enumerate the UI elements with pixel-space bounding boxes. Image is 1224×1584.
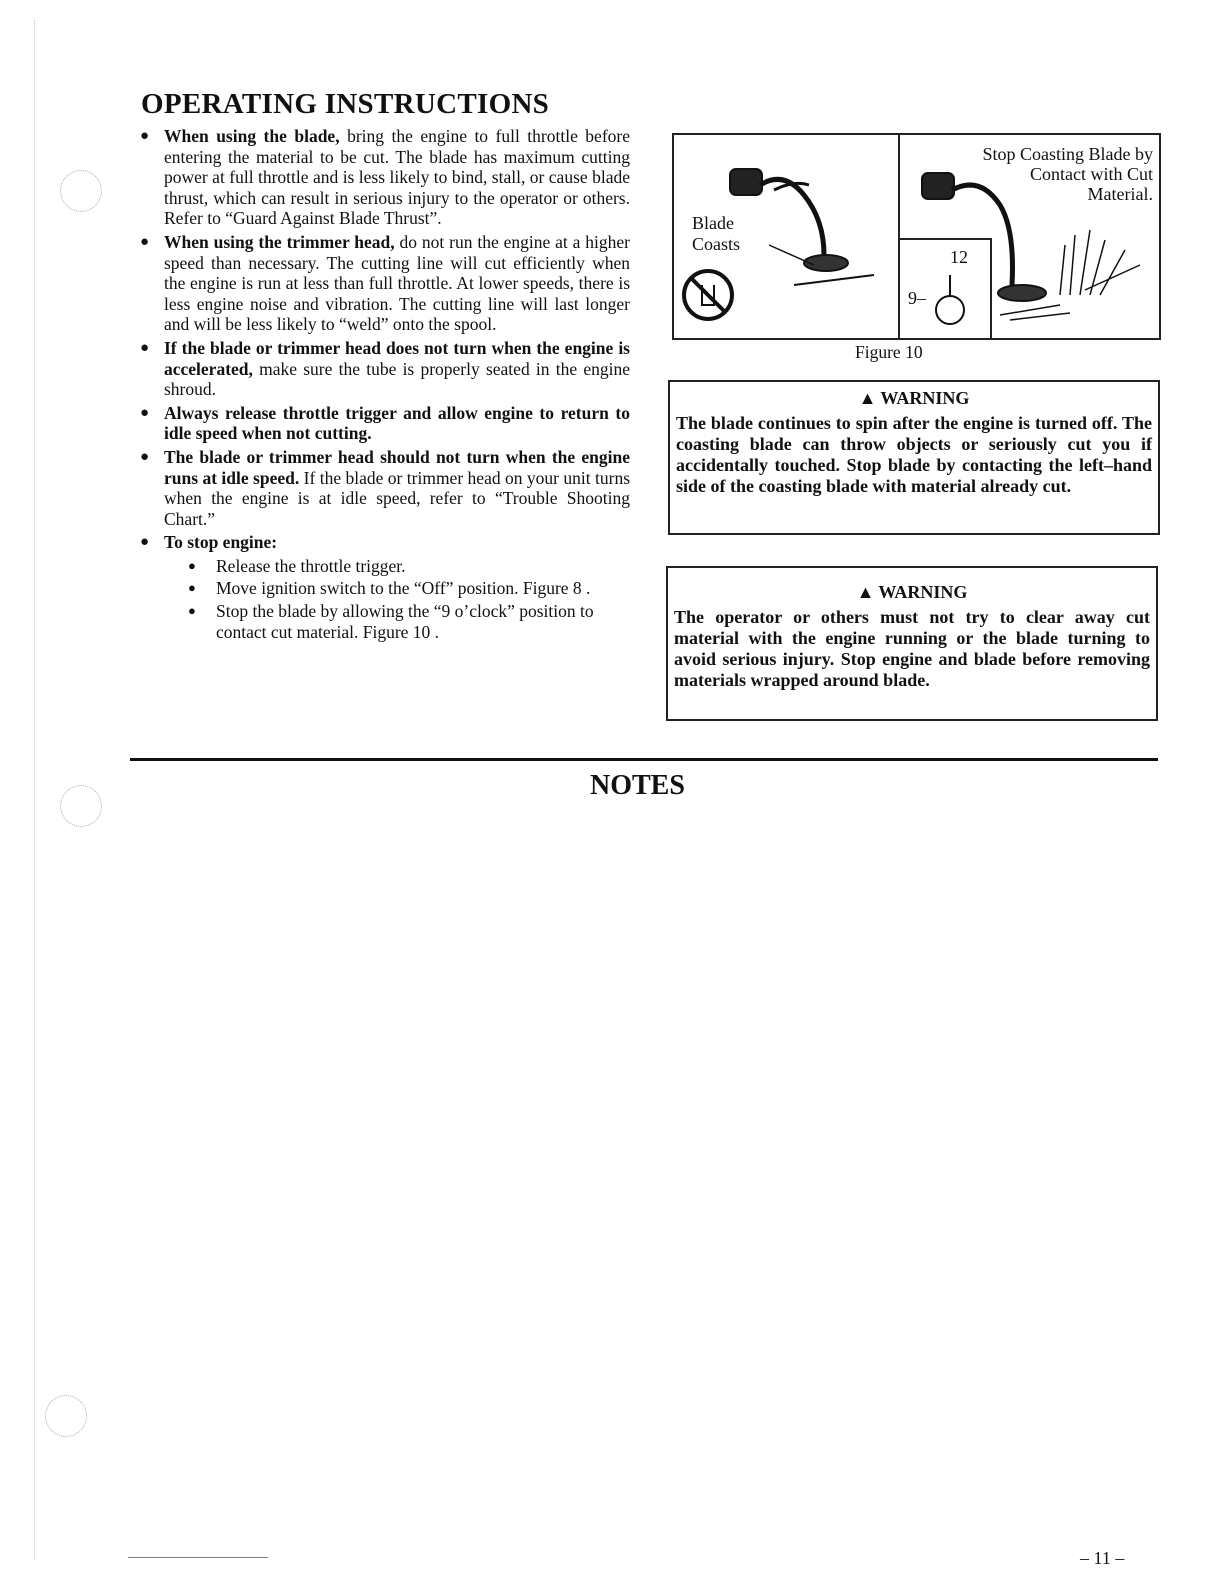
list-item	[138, 232, 630, 335]
footer-line	[128, 1557, 268, 1558]
sub-list-item	[138, 601, 630, 642]
list-item	[138, 447, 630, 529]
figure-10	[672, 133, 1161, 340]
blade-head-icon	[998, 285, 1046, 301]
warning-header	[670, 388, 1158, 409]
notes-title: NOTES	[590, 770, 685, 801]
list-item	[138, 338, 630, 400]
section-divider	[130, 758, 1158, 761]
bullet-icon: ●	[140, 534, 150, 551]
engine-icon	[922, 173, 954, 199]
bullet-icon: ●	[188, 603, 196, 619]
item-lead: The blade or trimmer head should not turn when the engine runs at idle speed.	[164, 446, 630, 488]
clock-12-label: 12	[950, 247, 968, 267]
bullet-icon: ●	[140, 404, 150, 421]
sub-list-item	[138, 578, 630, 599]
item-text: If the blade or trimmer head on your unit turns when the engine is at idle speed, refer to “Trouble Shooting Chart.”	[164, 467, 631, 529]
blade-coasts-arrow	[769, 245, 814, 265]
item-text: make sure the tube is properly seated in the engine shroud.	[164, 358, 630, 400]
scan-edge-line	[34, 20, 35, 1560]
bullet-icon: ●	[140, 339, 150, 356]
punch-hole-middle	[60, 785, 102, 827]
bullet-icon: ●	[140, 233, 150, 250]
item-text: bring the engine to full throttle before entering the material to be cut. The blade has maximum cutting power at full throttle and is less likely to bind, stall, or cause blade thrust, which can result in serious injury to the operator or others. Refer to “Guard Against Blade Thrust”.	[164, 126, 630, 229]
item-lead: To stop engine:	[164, 532, 278, 553]
sub-list-item	[138, 556, 630, 577]
bullet-icon: ●	[188, 580, 196, 596]
sub-item-text: Stop the blade by allowing the “9 o’clock” position to contact cut material. Figure 10 .	[216, 601, 594, 642]
instructions-list	[138, 126, 630, 642]
warning-triangle-icon: ▲	[856, 582, 875, 602]
item-text: do not run the engine at a higher speed than necessary. The cutting line will cut efficiently when the engine is run at less than full throttle. At lower speeds, there is less engine noise and vibration. The cutting line will last longer and will be less likely to “weld” onto the spool.	[164, 231, 630, 335]
list-item	[138, 126, 630, 229]
item-lead: Always release throttle trigger and allow engine to return to idle speed when not cutting.	[164, 402, 630, 444]
clock-9-label: 9–	[908, 288, 926, 308]
punch-hole-top	[60, 170, 102, 212]
warning-box-clear-material	[666, 566, 1158, 721]
clock-dial-icon	[936, 296, 964, 324]
figure-caption: Figure 10	[855, 342, 923, 362]
sub-item-text: Release the throttle trigger.	[216, 555, 406, 576]
stop-blade-label: Stop Coasting Blade by Contact with Cut Material.	[982, 144, 1153, 204]
warning-text: The operator or others must not try to clear away cut material with the engine running or the blade turning to avoid serious injury. Stop engine and blade before removing materials wrapped around blade.	[674, 607, 1150, 690]
warning-triangle-icon: ▲	[858, 388, 877, 408]
list-item	[138, 403, 630, 444]
blade-label: Blade	[692, 213, 734, 233]
grass-icon	[1060, 230, 1140, 295]
warning-title: WARNING	[880, 388, 970, 408]
item-lead: When using the trimmer head,	[164, 231, 395, 252]
coasts-label: Coasts	[692, 234, 741, 254]
engine-icon	[730, 169, 762, 195]
item-lead: When using the blade,	[164, 126, 340, 146]
warning-box-blade-spin	[668, 380, 1160, 535]
warning-header	[668, 582, 1156, 603]
shaft-icon	[760, 179, 824, 255]
bullet-icon: ●	[188, 557, 196, 573]
bullet-icon: ●	[140, 448, 150, 465]
page-title: OPERATING INSTRUCTIONS	[141, 88, 550, 120]
page-number: – 11 –	[1080, 1548, 1125, 1568]
punch-hole-bottom	[45, 1395, 87, 1437]
bullet-icon: ●	[140, 128, 150, 144]
sub-item-text: Move ignition switch to the “Off” position. Figure 8 .	[216, 578, 591, 599]
list-item	[138, 532, 630, 553]
warning-title: WARNING	[878, 582, 968, 602]
warning-text: The blade continues to spin after the engine is turned off. The coasting blade can throw objects or seriously cut you if accidentally touched. Stop blade by contacting the left–hand side of the coasting blade with material already cut.	[676, 413, 1152, 496]
item-lead: If the blade or trimmer head does not turn when the engine is accelerated,	[164, 337, 630, 379]
